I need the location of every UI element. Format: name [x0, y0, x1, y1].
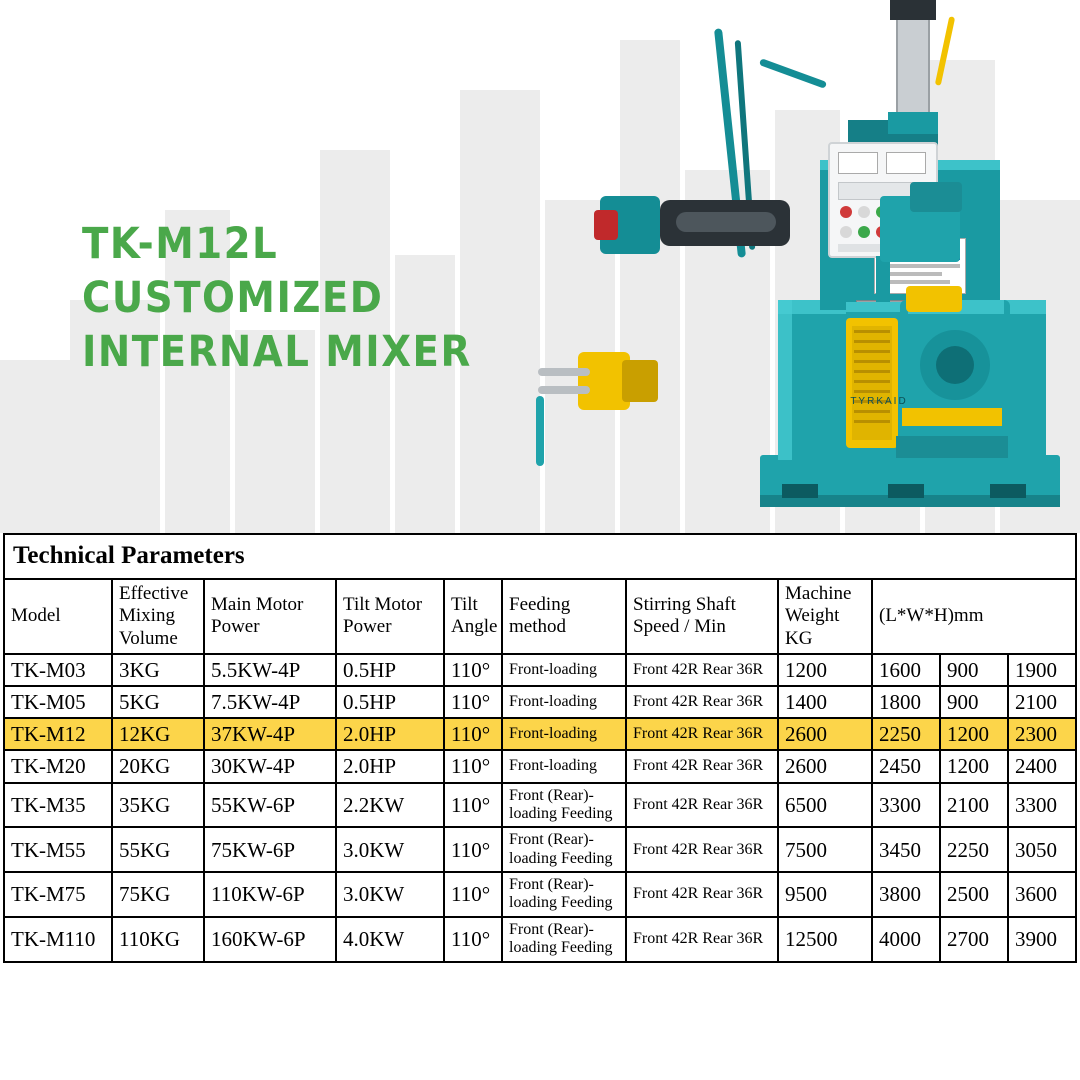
header-dimensions: (L*W*H)mm — [872, 579, 1076, 654]
header-weight: Machine Weight KG — [778, 579, 872, 654]
cell-weight: 12500 — [778, 917, 872, 962]
table-row — [4, 872, 1076, 917]
cell-weight: 7500 — [778, 827, 872, 872]
table-row — [4, 917, 1076, 962]
cell-model: TK-M55 — [4, 827, 112, 872]
cell-width: 2100 — [940, 783, 1008, 828]
cell-height: 2300 — [1008, 718, 1076, 750]
cell-tilt-angle: 110° — [444, 750, 502, 782]
table-row — [4, 750, 1076, 782]
cell-tilt-angle: 110° — [444, 827, 502, 872]
cell-main-motor: 55KW-6P — [204, 783, 336, 828]
cell-shaft-speed: Front 42R Rear 36R — [626, 827, 778, 872]
cell-width: 2500 — [940, 872, 1008, 917]
cell-width: 900 — [940, 654, 1008, 686]
cell-tilt-motor: 2.0HP — [336, 750, 444, 782]
cell-main-motor: 7.5KW-4P — [204, 686, 336, 718]
cell-volume: 35KG — [112, 783, 204, 828]
cell-tilt-motor: 3.0KW — [336, 872, 444, 917]
cell-tilt-motor: 2.0HP — [336, 718, 444, 750]
cell-tilt-angle: 110° — [444, 917, 502, 962]
hero-banner — [0, 0, 1080, 533]
table-header-row — [4, 579, 1076, 654]
product-photo-internal-mixer — [490, 0, 1080, 533]
technical-parameters-section — [0, 533, 1080, 1080]
cell-width: 2700 — [940, 917, 1008, 962]
cell-model: TK-M75 — [4, 872, 112, 917]
table-section-title: Technical Parameters — [4, 534, 1076, 579]
table-row — [4, 827, 1076, 872]
cell-length: 1800 — [872, 686, 940, 718]
cell-length: 3800 — [872, 872, 940, 917]
cell-length: 3300 — [872, 783, 940, 828]
cell-feeding: Front (Rear)-loading Feeding — [502, 872, 626, 917]
cell-feeding: Front-loading — [502, 750, 626, 782]
cell-weight: 9500 — [778, 872, 872, 917]
cell-model: TK-M03 — [4, 654, 112, 686]
cell-volume: 110KG — [112, 917, 204, 962]
cell-height: 3050 — [1008, 827, 1076, 872]
cell-weight: 6500 — [778, 783, 872, 828]
table-row — [4, 686, 1076, 718]
cell-shaft-speed: Front 42R Rear 36R — [626, 783, 778, 828]
cell-feeding: Front-loading — [502, 718, 626, 750]
cell-width: 2250 — [940, 827, 1008, 872]
cell-main-motor: 110KW-6P — [204, 872, 336, 917]
cell-volume: 20KG — [112, 750, 204, 782]
page-title — [82, 218, 552, 379]
cell-height: 3300 — [1008, 783, 1076, 828]
page-title-line-1: TK-M12L CUSTOMIZED — [82, 219, 384, 323]
cell-tilt-angle: 110° — [444, 686, 502, 718]
table-section-title-row — [4, 534, 1076, 579]
cell-feeding: Front (Rear)-loading Feeding — [502, 917, 626, 962]
cell-shaft-speed: Front 42R Rear 36R — [626, 917, 778, 962]
cell-height: 1900 — [1008, 654, 1076, 686]
cell-volume: 55KG — [112, 827, 204, 872]
cell-length: 3450 — [872, 827, 940, 872]
cell-feeding: Front (Rear)-loading Feeding — [502, 783, 626, 828]
cell-height: 2100 — [1008, 686, 1076, 718]
header-tilt-angle: Tilt Angle — [444, 579, 502, 654]
cell-width: 1200 — [940, 718, 1008, 750]
cell-weight: 1200 — [778, 654, 872, 686]
cell-weight: 2600 — [778, 750, 872, 782]
cell-height: 3900 — [1008, 917, 1076, 962]
cell-model: TK-M12 — [4, 718, 112, 750]
cell-height: 2400 — [1008, 750, 1076, 782]
cell-tilt-angle: 110° — [444, 718, 502, 750]
cell-shaft-speed: Front 42R Rear 36R — [626, 718, 778, 750]
cell-main-motor: 75KW-6P — [204, 827, 336, 872]
page-title-line-2: INTERNAL MIXER — [82, 326, 472, 377]
cell-shaft-speed: Front 42R Rear 36R — [626, 686, 778, 718]
cell-volume: 3KG — [112, 654, 204, 686]
cell-volume: 12KG — [112, 718, 204, 750]
cell-width: 1200 — [940, 750, 1008, 782]
cell-shaft-speed: Front 42R Rear 36R — [626, 654, 778, 686]
header-tilt-motor: Tilt Motor Power — [336, 579, 444, 654]
cell-model: TK-M20 — [4, 750, 112, 782]
cell-tilt-motor: 0.5HP — [336, 654, 444, 686]
cell-length: 1600 — [872, 654, 940, 686]
cell-model: TK-M110 — [4, 917, 112, 962]
cell-model: TK-M35 — [4, 783, 112, 828]
table-row — [4, 718, 1076, 750]
cell-model: TK-M05 — [4, 686, 112, 718]
table-row — [4, 783, 1076, 828]
cell-tilt-motor: 4.0KW — [336, 917, 444, 962]
cell-main-motor: 30KW-4P — [204, 750, 336, 782]
cell-weight: 1400 — [778, 686, 872, 718]
header-feeding: Feeding method — [502, 579, 626, 654]
cell-weight: 2600 — [778, 718, 872, 750]
cell-tilt-motor: 0.5HP — [336, 686, 444, 718]
cell-main-motor: 5.5KW-4P — [204, 654, 336, 686]
cell-tilt-angle: 110° — [444, 783, 502, 828]
cell-tilt-motor: 3.0KW — [336, 827, 444, 872]
cell-shaft-speed: Front 42R Rear 36R — [626, 872, 778, 917]
cell-feeding: Front-loading — [502, 686, 626, 718]
cell-width: 900 — [940, 686, 1008, 718]
cell-main-motor: 160KW-6P — [204, 917, 336, 962]
cell-length: 2450 — [872, 750, 940, 782]
cell-shaft-speed: Front 42R Rear 36R — [626, 750, 778, 782]
cell-tilt-motor: 2.2KW — [336, 783, 444, 828]
header-shaft-speed: Stirring Shaft Speed / Min — [626, 579, 778, 654]
cell-feeding: Front-loading — [502, 654, 626, 686]
header-volume: Effective Mixing Volume — [112, 579, 204, 654]
cell-tilt-angle: 110° — [444, 654, 502, 686]
cell-length: 4000 — [872, 917, 940, 962]
table-row — [4, 654, 1076, 686]
cell-main-motor: 37KW-4P — [204, 718, 336, 750]
cell-tilt-angle: 110° — [444, 872, 502, 917]
brand-plate: TYRKAID — [850, 396, 908, 407]
cell-volume: 5KG — [112, 686, 204, 718]
cell-feeding: Front (Rear)-loading Feeding — [502, 827, 626, 872]
cell-length: 2250 — [872, 718, 940, 750]
technical-parameters-table — [3, 533, 1077, 963]
cell-volume: 75KG — [112, 872, 204, 917]
cell-height: 3600 — [1008, 872, 1076, 917]
header-main-motor: Main Motor Power — [204, 579, 336, 654]
header-model: Model — [4, 579, 112, 654]
